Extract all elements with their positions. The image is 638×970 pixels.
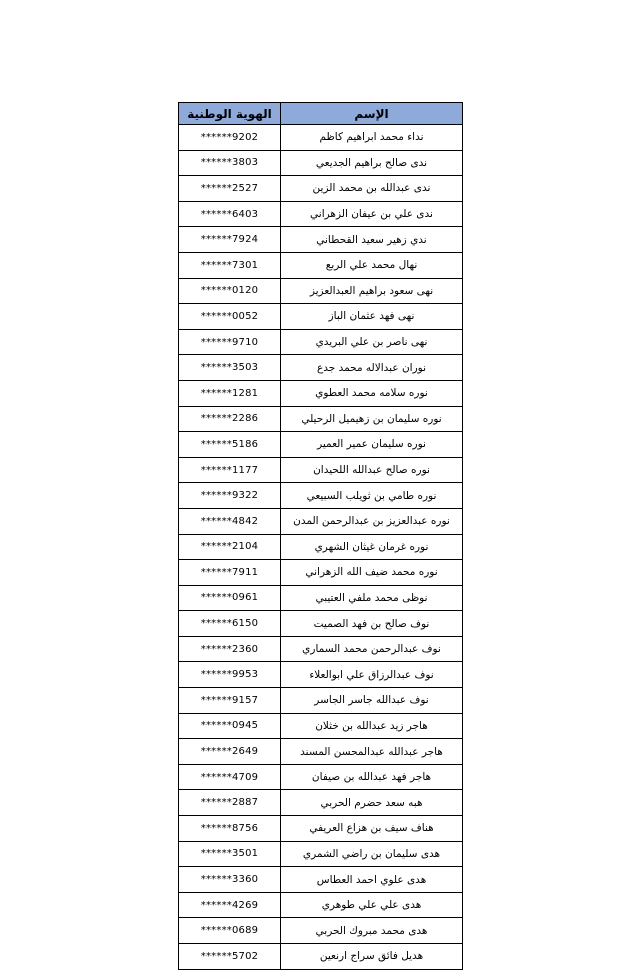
header-name: الإسم (281, 103, 463, 125)
national-id-cell: ******2527 (179, 176, 281, 202)
national-id-cell: ******5702 (179, 944, 281, 970)
name-cell: نوره محمد ضيف الله الزهراني (281, 560, 463, 586)
table-row (179, 125, 463, 151)
name-cell: ندى صالح براهيم الجديعي (281, 150, 463, 176)
table-row (179, 867, 463, 893)
table-row (179, 150, 463, 176)
table-row (179, 841, 463, 867)
national-id-cell: ******8756 (179, 816, 281, 842)
table-row (179, 713, 463, 739)
national-id-cell: ******3803 (179, 150, 281, 176)
table-row (179, 816, 463, 842)
name-cell: نوران عبدالاله محمد جدع (281, 355, 463, 381)
table-row (179, 457, 463, 483)
national-id-cell: ******3501 (179, 841, 281, 867)
national-id-cell: ******7911 (179, 560, 281, 586)
table-row (179, 892, 463, 918)
table-row (179, 278, 463, 304)
name-cell: هبه سعد حضرم الحربي (281, 790, 463, 816)
name-cell: نهى سعود براهيم العبدالعزيز (281, 278, 463, 304)
name-cell: هديل فائق سراج ارنعين (281, 944, 463, 970)
national-id-cell: ******0689 (179, 918, 281, 944)
names-table (178, 102, 463, 970)
name-cell: نوف عبدالرحمن محمد السماري (281, 636, 463, 662)
national-id-cell: ******6150 (179, 611, 281, 637)
name-cell: نوره سلامه محمد العطوي (281, 380, 463, 406)
table-row (179, 380, 463, 406)
table-row (179, 176, 463, 202)
name-cell: نداء محمد ابراهيم كاظم (281, 125, 463, 151)
national-id-cell: ******9157 (179, 688, 281, 714)
name-cell: ندى عبدالله بن محمد الزين (281, 176, 463, 202)
national-id-cell: ******2104 (179, 534, 281, 560)
national-id-cell: ******5186 (179, 432, 281, 458)
table-row (179, 611, 463, 637)
name-cell: هدى علي علي طوهري (281, 892, 463, 918)
table-row (179, 252, 463, 278)
name-cell: هاجر فهد عبدالله بن صيفان (281, 764, 463, 790)
name-cell: هدى علوي احمد العطاس (281, 867, 463, 893)
name-cell: ندي زهير سعيد القحطاني (281, 227, 463, 253)
header-national-id: الهوية الوطنية (179, 103, 281, 125)
table-row (179, 201, 463, 227)
national-id-cell: ******0961 (179, 585, 281, 611)
national-id-cell: ******0945 (179, 713, 281, 739)
table-row (179, 688, 463, 714)
name-cell: نوف عبدالرزاق علي ابوالعلاء (281, 662, 463, 688)
national-id-cell: ******2286 (179, 406, 281, 432)
table-row (179, 764, 463, 790)
name-cell: نوره طامي بن ثويلب السبيعي (281, 483, 463, 509)
name-cell: نوف صالح بن فهد الصميت (281, 611, 463, 637)
table-row (179, 790, 463, 816)
national-id-cell: ******0120 (179, 278, 281, 304)
name-cell: نهى فهد عثمان الباز (281, 304, 463, 330)
name-cell: نوف عبدالله جاسر الجاسر (281, 688, 463, 714)
national-id-cell: ******9710 (179, 329, 281, 355)
table-row (179, 355, 463, 381)
national-id-cell: ******6403 (179, 201, 281, 227)
national-id-cell: ******9202 (179, 125, 281, 151)
table-row (179, 560, 463, 586)
national-id-cell: ******9953 (179, 662, 281, 688)
national-id-cell: ******2887 (179, 790, 281, 816)
table-row (179, 432, 463, 458)
name-cell: نهى ناصر بن علي البريدي (281, 329, 463, 355)
name-cell: ندى علي بن عيفان الزهراني (281, 201, 463, 227)
table-row (179, 944, 463, 970)
national-id-cell: ******3360 (179, 867, 281, 893)
table-body (179, 125, 463, 970)
name-cell: نوره صالح عبدالله اللحيدان (281, 457, 463, 483)
name-cell: هناف سيف بن هزاع العريفي (281, 816, 463, 842)
name-cell: هاجر عبدالله عبدالمحسن المسند (281, 739, 463, 765)
table-row (179, 406, 463, 432)
national-id-cell: ******4842 (179, 508, 281, 534)
national-id-cell: ******7924 (179, 227, 281, 253)
table-header-row (179, 103, 463, 125)
name-cell: نوره عبدالعزيز بن عبدالرحمن المدن (281, 508, 463, 534)
table-row (179, 534, 463, 560)
name-cell: نوره سليمان عمير العمير (281, 432, 463, 458)
national-id-cell: ******0052 (179, 304, 281, 330)
table-row (179, 662, 463, 688)
table-row (179, 304, 463, 330)
name-cell: هدى محمد مبروك الحربي (281, 918, 463, 944)
table-row (179, 585, 463, 611)
national-id-cell: ******1177 (179, 457, 281, 483)
name-cell: نوظى محمد ملفي العتيبي (281, 585, 463, 611)
table-row (179, 483, 463, 509)
national-id-cell: ******1281 (179, 380, 281, 406)
name-cell: نوره سليمان بن زهيميل الرحيلي (281, 406, 463, 432)
national-id-cell: ******7301 (179, 252, 281, 278)
name-cell: نهال محمد علي الربع (281, 252, 463, 278)
name-cell: نوره غرمان غيثان الشهري (281, 534, 463, 560)
name-cell: هدى سليمان بن راضي الشمري (281, 841, 463, 867)
national-id-cell: ******3503 (179, 355, 281, 381)
table-row (179, 918, 463, 944)
table-row (179, 508, 463, 534)
national-id-cell: ******4709 (179, 764, 281, 790)
national-id-cell: ******2649 (179, 739, 281, 765)
national-id-cell: ******9322 (179, 483, 281, 509)
table-row (179, 329, 463, 355)
national-id-cell: ******2360 (179, 636, 281, 662)
table-row (179, 636, 463, 662)
table-row (179, 739, 463, 765)
table-row (179, 227, 463, 253)
national-id-cell: ******4269 (179, 892, 281, 918)
name-cell: هاجر زيد عبدالله بن خثلان (281, 713, 463, 739)
